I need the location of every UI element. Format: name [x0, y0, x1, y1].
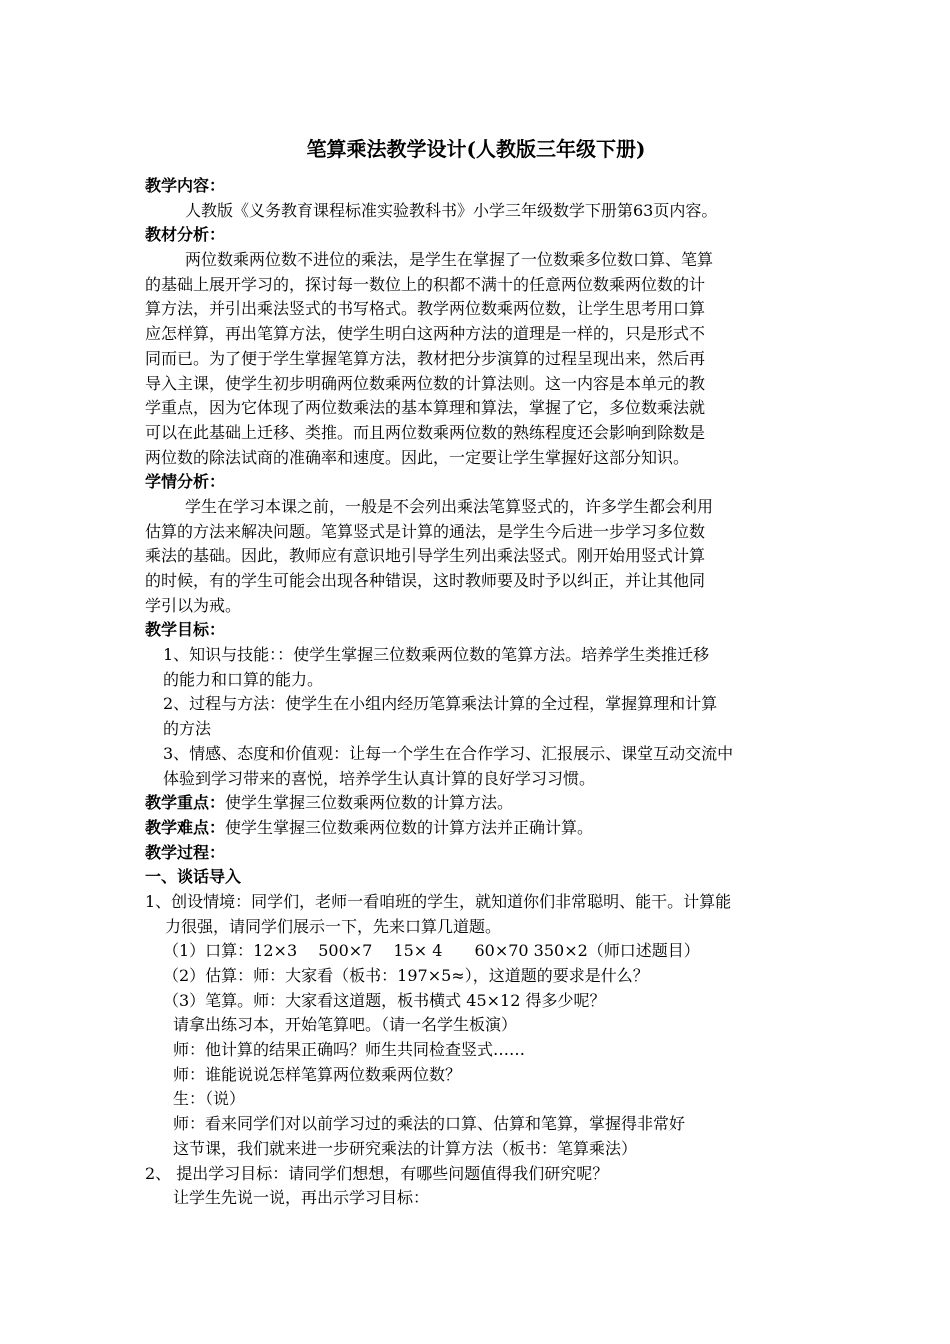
section-heading-material: 教材分析： [145, 225, 226, 245]
goal-line: 2、过程与方法：使学生在小组内经历笔算乘法计算的全过程，掌握算理和计算 [163, 694, 718, 714]
paragraph-line: 两位数的除法试商的准确率和速度。因此，一定要让学生掌握好这部分知识。 [145, 447, 690, 467]
goal-line: 的方法 [163, 719, 212, 739]
section-heading-difficult: 教学难点： [145, 817, 226, 837]
process-line: （3）笔算。师：大家看这道题，板书横式 45×12 得多少呢？ [163, 990, 606, 1010]
goal-line: 的能力和口算的能力。 [163, 669, 324, 689]
process-line: 师：谁能说说怎样笔算两位数乘两位数？ [173, 1064, 462, 1084]
process-line: 师：看来同学们对以前学习过的乘法的口算、估算和笔算，掌握得非常好 [173, 1114, 686, 1134]
process-line: 生：（说） [173, 1089, 246, 1109]
document-title: 笔算乘法教学设计(人教版三年级下册) [306, 137, 646, 161]
section-heading-students: 学情分析： [145, 472, 226, 492]
paragraph-line: 的时候，有的学生可能会出现各种错误，这时教师要及时予以纠正，并让其他同 [145, 571, 706, 590]
process-line: 2、 提出学习目标：请同学们想想，有哪些问题值得我们研究呢？ [145, 1163, 609, 1183]
paragraph-line: 乘法的基础。因此，教师应有意识地引导学生列出乘法竖式。刚开始用竖式计算 [145, 546, 706, 566]
goal-line: 1、知识与技能：：使学生掌握三位数乘两位数的笔算方法。培养学生类推迁移 [163, 645, 710, 665]
process-line: 让学生先说一说，再出示学习目标： [173, 1188, 430, 1208]
paragraph-line: 可以在此基础上迁移、类推。而且两位数乘两位数的熟练程度还会影响到除数是 [145, 422, 706, 442]
difficult-point-text: 使学生掌握三位数乘两位数的计算方法并正确计算。 [225, 817, 594, 837]
paragraph-line: 算方法，并引出乘法竖式的书写格式。教学两位数乘两位数，让学生思考用口算 [145, 299, 706, 319]
difficult-point-line [145, 816, 807, 841]
goal-line: 3、情感、态度和价值观：让每一个学生在合作学习、汇报展示、课堂互动交流中 [163, 743, 734, 763]
goal-line: 体验到学习带来的喜悦，培养学生认真计算的良好学习习惯。 [163, 768, 596, 788]
paragraph-line: 应怎样算，再出笔算方法，使学生明白这两种方法的道理是一样的，只是形式不 [145, 324, 706, 344]
paragraph-line: 学引以为戒。 [145, 595, 242, 615]
paragraph-line: 同而已。为了便于学生掌握笔算方法，教材把分步演算的过程呈现出来，然后再 [145, 348, 706, 368]
section-heading-key: 教学重点： [145, 793, 226, 813]
process-line: 这节课，我们就来进一步研究乘法的计算方法（板书：笔算乘法） [173, 1138, 638, 1158]
section-heading-content: 教学内容： [145, 176, 226, 195]
process-line: 请拿出练习本，开始笔算吧。（请一名学生板演） [173, 1015, 518, 1035]
paragraph-line: 估算的方法来解决问题。笔算竖式是计算的通法，是学生今后进一步学习多位数 [145, 521, 706, 541]
key-point-text: 使学生掌握三位数乘两位数的计算方法。 [225, 793, 514, 813]
paragraph-line: 学重点，因为它体现了两位数乘法的基本算理和算法，掌握了它，多位数乘法就 [145, 398, 706, 418]
process-line: 1、创设情境：同学们，老师一看咱班的学生，就知道你们非常聪明、能干。计算能 [145, 891, 732, 911]
process-line: （1）口算：12×3 500×7 15× 4 60×70 350×2（师口述题目） [163, 941, 700, 961]
process-line: 力很强，请同学们展示一下，先来口算几道题。 [165, 916, 502, 936]
paragraph-line: 的基础上展开学习的，探讨每一数位上的积都不满十的任意两位数乘两位数的计 [145, 274, 706, 294]
paragraph-line: 人教版《义务教育课程标准实验教科书》小学三年级数学下册第63页内容。 [185, 200, 718, 220]
process-subheading: 一、谈话导入 [145, 867, 242, 887]
section-heading-process: 教学过程： [145, 842, 226, 862]
document-page [145, 134, 807, 1211]
paragraph-line: 两位数乘两位数不进位的乘法，是学生在掌握了一位数乘多位数口算、笔算 [185, 250, 714, 270]
section-heading-goals: 教学目标： [145, 620, 226, 640]
key-point-line [145, 791, 807, 816]
process-line: （2）估算：师：大家看（板书：197×5≈），这道题的要求是什么？ [163, 966, 649, 985]
process-line: 师：他计算的结果正确吗？师生共同检查竖式…… [173, 1040, 526, 1060]
paragraph-line: 学生在学习本课之前，一般是不会列出乘法笔算竖式的，许多学生都会利用 [185, 496, 714, 516]
paragraph-line: 导入主课，使学生初步明确两位数乘两位数的计算法则。这一内容是本单元的教 [145, 373, 706, 393]
